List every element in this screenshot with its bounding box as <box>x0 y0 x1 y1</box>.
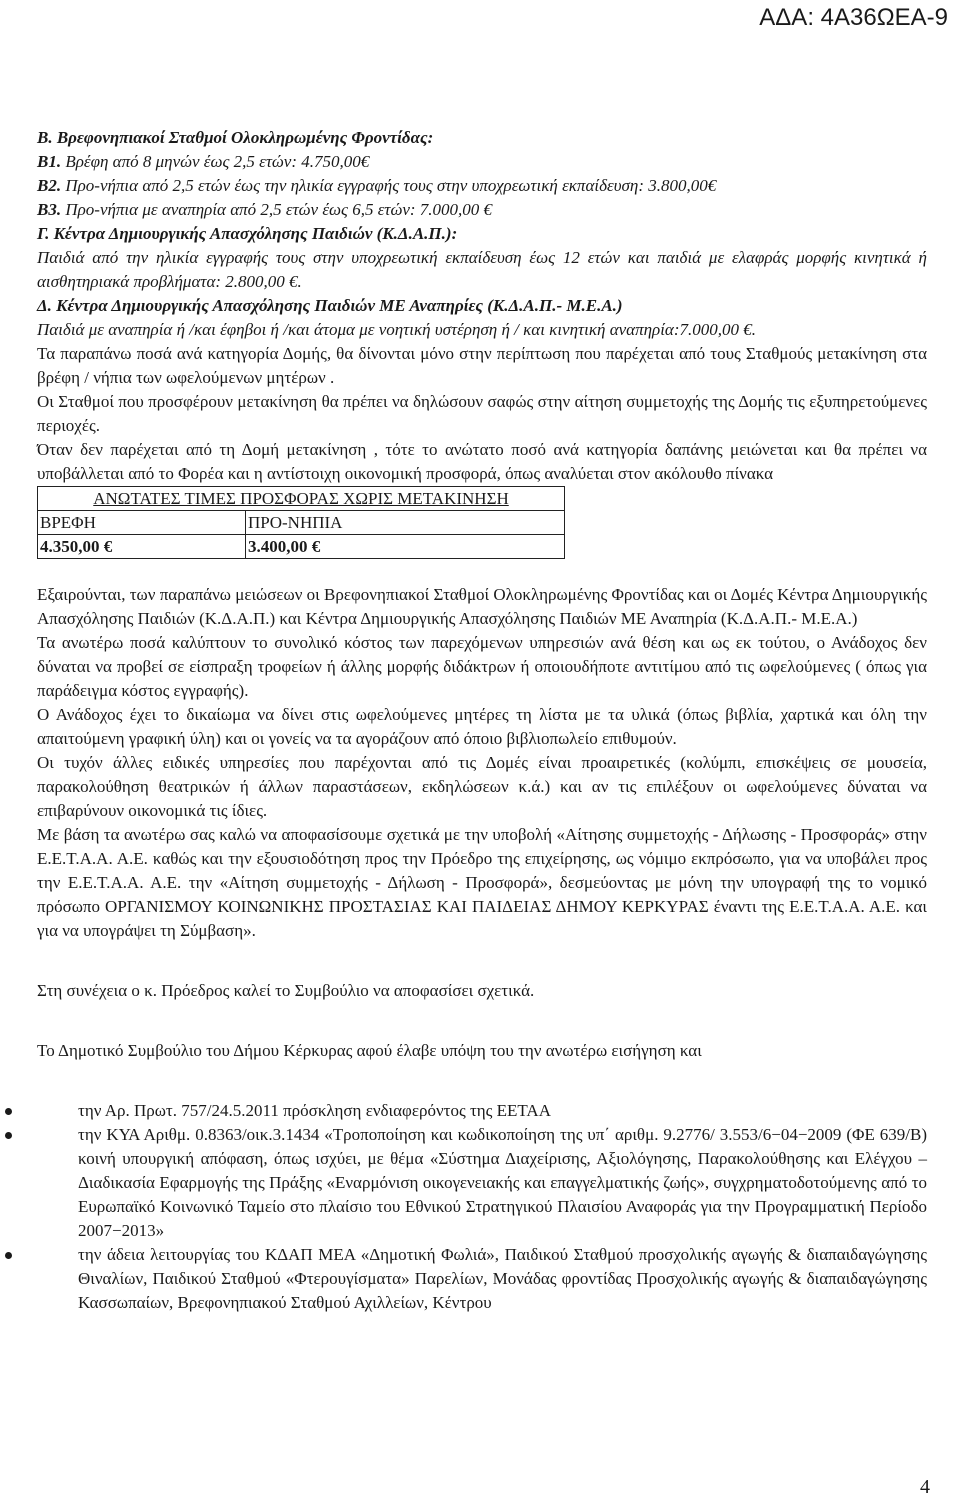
price-table-col-preschool: ΠΡΟ-ΝΗΠΙΑ <box>246 511 565 535</box>
spacer <box>37 1063 927 1099</box>
page-number: 4 <box>920 1476 930 1498</box>
item-b1-text: Βρέφη από 8 μηνών έως 2,5 ετών: 4.750,00€ <box>61 152 370 171</box>
item-b3-text: Προ-νήπια με αναπηρία από 2,5 ετών έως 6,5 ετών: 7.000,00 € <box>61 200 493 219</box>
list-item <box>37 1099 927 1123</box>
list-item-text: την ΚΥΑ Αριθμ. 0.8363/οικ.3.1434 «Τροποποίηση και κωδικοποίηση της υπ΄ αριθμ. 9.2776/ 3.553/6−04−2009 (ΦΕ 639/Β) κοινή υπουργική απόφαση, όπως ισχύει, με θέμα «Σύστημα Διαχείρισης, Αξιολόγησης, Παρακολούθησης και Ελέγχου – Διαδικασία Εφαρμογής της Πράξης «Εναρμόνιση οικογενειακής και επαγγελματικής ζωής», συγχρηματοδοτούμενης από το Ευρωπαϊκό Κοινωνικό Ταμείο στο πλαίσιο του Εθνικού Στρατηγικού Πλαισίου Αναφοράς για την Προγραμματική Περίοδο 2007−2013» <box>78 1125 927 1240</box>
paragraph: Όταν δεν παρέχεται από τη Δομή μετακίνηση , τότε το ανώτατο ποσό ανά κατηγορία δαπάνης μειώνεται και θα πρέπει να υποβάλλεται από το Φορέα και η αντίστοιχη οικονομική προσφορά, όπως αναλύεται στον ακόλουθο πίνακα <box>37 440 927 483</box>
price-table-col-infants: ΒΡΕΦΗ <box>38 511 246 535</box>
list-item <box>37 1243 927 1315</box>
bullet-icon <box>5 1108 12 1115</box>
section-g-text: Παιδιά από την ηλικία εγγραφής τους στην υποχρεωτική εκπαίδευση έως 12 ετών και παιδιά με ελαφράς μορφής κινητικά ή αισθητηριακά προβλήματα: 2.800,00 €. <box>37 248 927 291</box>
spacer <box>37 943 927 979</box>
paragraph: Τα παραπάνω ποσά ανά κατηγορία Δομής, θα δίνονται μόνο στην περίπτωση που παρέχεται από τους Σταθμούς μετακίνηση στα βρέφη / νήπια των ωφελούμενων μητέρων . <box>37 344 927 387</box>
price-table-title: ΑΝΩΤΑΤΕΣ ΤΙΜΕΣ ΠΡΟΣΦΟΡΑΣ ΧΩΡΙΣ ΜΕΤΑΚΙΝΗΣΗ <box>38 487 565 511</box>
item-b1 <box>37 150 927 174</box>
closing-line-2: Το Δημοτικό Συμβούλιο του Δήμου Κέρκυρας αφού έλαβε υπόψη του την ανωτέρω εισήγηση και <box>37 1041 702 1060</box>
item-b2-label: Β2. <box>37 176 62 195</box>
item-b2-text: Προ-νήπια από 2,5 ετών έως την ηλικία εγγραφής τους στην υποχρεωτική εκπαίδευση: 3.800,00€ <box>61 176 717 195</box>
paragraph: Με βάση τα ανωτέρω σας καλώ να αποφασίσουμε σχετικά με την υποβολή «Αίτησης συμμετοχής - Δήλωσης - Προσφοράς» στην Ε.Ε.Τ.Α.Α. Α.Ε. καθώς και την εξουσιοδότηση προς την Πρόεδρο της επιχείρησης, ως νόμιμο εκπρόσωπο, για να υποβάλει προς την Ε.Ε.Τ.Α.Α. Α.Ε. την «Αίτηση συμμετοχής - Δήλωση - Προσφορά», δεσμεύοντας με μόνη την υπογραφή της το νομικό πρόσωπο ΟΡΓΑΝΙΣΜΟΥ ΚΟΙΝΩΝΙΚΗΣ ΠΡΟΣΤΑΣΙΑΣ ΚΑΙ ΠΑΙΔΕΙΑΣ ΔΗΜΟΥ ΚΕΡΚΥΡΑΣ έναντι της Ε.Ε.Τ.Α.Α. Α.Ε. και για να υπογράψει τη Σύμβαση». <box>37 825 927 940</box>
section-d-title: Δ. Κέντρα Δημιουργικής Απασχόλησης Παιδιών ΜΕ Αναπηρίες (Κ.Δ.Α.Π.- Μ.Ε.Α.) <box>37 296 623 315</box>
paragraph: Τα ανωτέρω ποσά καλύπτουν το συνολικό κόστος των παρεχόμενων υπηρεσιών ανά θέση και ως εκ τούτου, ο Ανάδοχος δεν δύναται να προβεί σε είσπραξη τροφείων ή άλλης μορφής διδάκτρων ή οποιουδήποτε αντιτίμου από τις ωφελούμενες ( όπως για παράδειγμα κόστος εγγραφής). <box>37 633 927 700</box>
price-table-value-row <box>38 535 565 559</box>
bullet-icon <box>5 1252 12 1259</box>
paragraph: Εξαιρούνται, των παραπάνω μειώσεων οι Βρεφονηπιακοί Σταθμοί Ολοκληρωμένης Φροντίδας και οι Δομές Κέντρα Δημιουργικής Απασχόλησης Παιδιών (Κ.Δ.Α.Π.) και Κέντρα Δημιουργικής Απασχόλησης Παιδιών ΜΕ Αναπηρία (Κ.Δ.Α.Π.- Μ.Ε.Α.) <box>37 585 927 628</box>
item-b3 <box>37 198 927 222</box>
document-body <box>37 126 927 1315</box>
price-table-value-preschool: 3.400,00 € <box>246 535 565 559</box>
paragraph: Ο Ανάδοχος έχει το δικαίωμα να δίνει στις ωφελούμενες μητέρες τη λίστα με τα υλικά (όπως βιβλία, χαρτικά και όλη την απαιτούμενη γραφική ύλη) και οι γονείς να τα αγοράζουν από όποιο βιβλιοπωλείο επιθυμούν. <box>37 705 927 748</box>
section-b-title: Β. Βρεφονηπιακοί Σταθμοί Ολοκληρωμένης Φροντίδας: <box>37 128 434 147</box>
price-table-header-row <box>38 511 565 535</box>
price-table-title-row <box>38 487 565 511</box>
section-d-text: Παιδιά με αναπηρία ή /και έφηβοι ή /και άτομα με νοητική υστέρηση ή / και κινητική αναπηρία:7.000,00 €. <box>37 320 756 339</box>
price-table <box>37 486 565 559</box>
spacer <box>37 559 927 583</box>
ada-code: ΑΔΑ: 4Α36ΩΕΑ-9 <box>759 4 948 31</box>
considerations-list <box>37 1099 927 1315</box>
item-b1-label: Β1. <box>37 152 62 171</box>
list-item <box>37 1123 927 1243</box>
list-item-text: την Αρ. Πρωτ. 757/24.5.2011 πρόσκληση ενδιαφερόντος της ΕΕΤΑΑ <box>78 1101 551 1120</box>
closing-line-1: Στη συνέχεια ο κ. Πρόεδρος καλεί το Συμβούλιο να αποφασίσει σχετικά. <box>37 981 535 1000</box>
item-b2 <box>37 174 927 198</box>
list-item-text: την άδεια λειτουργίας του ΚΔΑΠ ΜΕΑ «Δημοτική Φωλιά», Παιδικού Σταθμού προσχολικής αγωγής & διαπαιδαγώγησης Θιναλίων, Παιδικού Σταθμού «Φτερουγίσματα» Παρελίων, Μονάδας φροντίδας Προσχολικής αγωγής & διαπαιδαγώγησης Κασσωπαίων, Βρεφονηπιακού Σταθμού Αχιλλείων, Κέντρου <box>78 1245 927 1312</box>
bullet-icon <box>5 1132 12 1139</box>
item-b3-label: Β3. <box>37 200 62 219</box>
paragraph: Οι τυχόν άλλες ειδικές υπηρεσίες που παρέχονται από τις Δομές είναι προαιρετικές (κολύμπι, επισκέψεις σε μουσεία, παρακολούθηση θεατρικών ή άλλων παραστάσεων, εκδηλώσεων κ.ά.) και αν τις επιλέξουν οι ωφελούμενες δύναται να επιβαρύνουν οικονομικά τις ίδιες. <box>37 753 927 820</box>
price-table-value-infants: 4.350,00 € <box>38 535 246 559</box>
section-g-title: Γ. Κέντρα Δημιουργικής Απασχόλησης Παιδιών (Κ.Δ.Α.Π.): <box>37 224 458 243</box>
paragraph: Οι Σταθμοί που προσφέρουν μετακίνηση θα πρέπει να δηλώσουν σαφώς στην αίτηση συμμετοχής της Δομής τις εξυπηρετούμενες περιοχές. <box>37 392 927 435</box>
spacer <box>37 1003 927 1039</box>
